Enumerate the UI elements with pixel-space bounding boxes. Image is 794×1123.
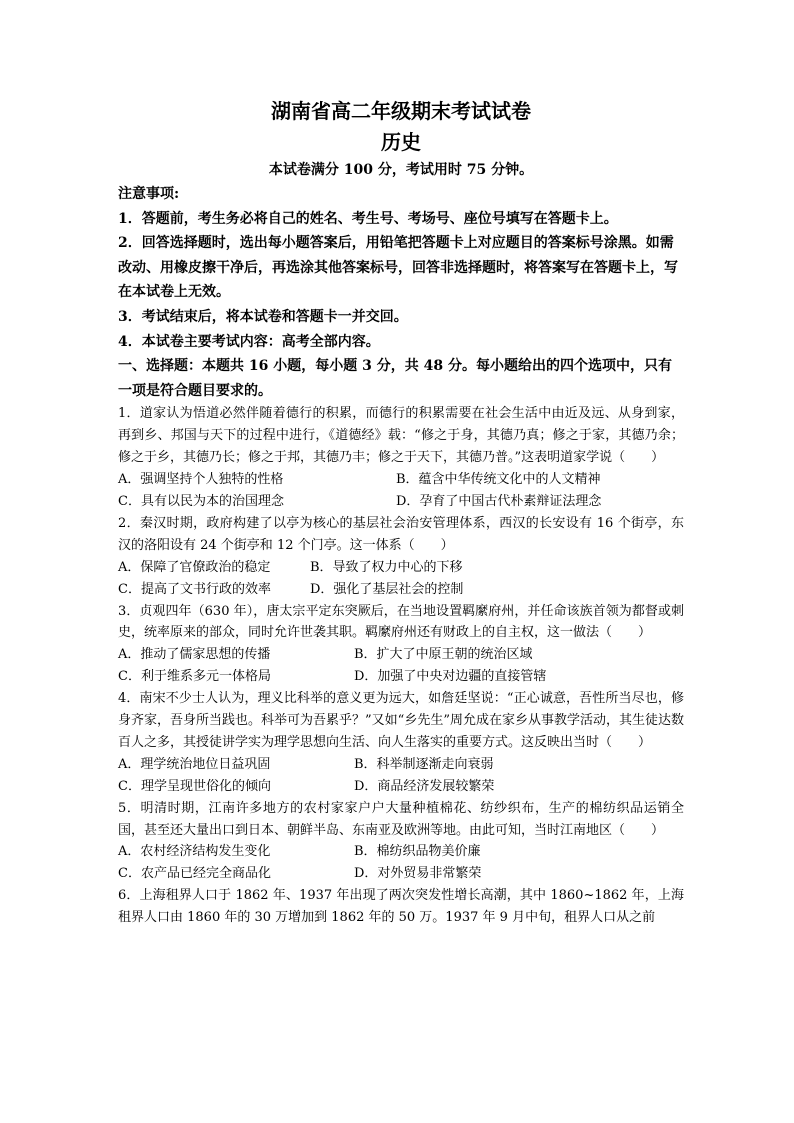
option-a: A．理学统治地位日益巩固 <box>118 756 271 772</box>
question-2 <box>118 513 684 601</box>
option-d: D．强化了基层社会的控制 <box>310 581 464 597</box>
question-4 <box>118 688 684 798</box>
note-item: 4．本试卷主要考试内容：高考全部内容。 <box>118 333 380 350</box>
question-options <box>118 754 684 798</box>
question-options <box>118 469 684 513</box>
option-d: D．加强了中央对边疆的直接管辖 <box>354 669 547 685</box>
option-a: A．强调坚持个人独特的性格 <box>118 472 284 488</box>
note-item: 3．考试结束后，将本试卷和答题卡一并交回。 <box>118 308 408 325</box>
question-stem: 4．南宋不少士人认为，理义比科举的意义更为远大，如詹廷坚说：“正心诚意，吾性所当尽也，修身齐家，吾身所当践也。科举可为吾累乎？”又如“乡先生”周允成在家乡从事教学活动，其生徒达数百人之多，其授徒讲学实为理学思想向生活、向人生落实的重要方式。这反映出当时（ ） <box>118 691 684 750</box>
option-c: C．理学呈现世俗化的倾向 <box>118 778 271 794</box>
question-stem: 3．贞观四年（630 年），唐太宗平定东突厥后，在当地设置羁縻府州，并任命该族首领为都督或刺史，统率原来的部众，同时允许世袭其职。羁縻府州还有财政上的自主权，这一做法（ ） <box>118 603 684 641</box>
question-options <box>118 644 684 688</box>
option-c: C．具有以民为本的治国理念 <box>118 493 284 509</box>
exam-title: 湖南省高二年级期末考试试卷 <box>271 99 531 123</box>
option-a: A．推动了儒家思想的传播 <box>118 647 271 663</box>
option-b: B．蕴含中华传统文化中的人文精神 <box>396 472 601 488</box>
exam-page <box>118 96 684 929</box>
option-d: D．商品经济发展较繁荣 <box>354 778 495 794</box>
option-d: D．孕育了中国古代朴素辩证法理念 <box>396 493 602 509</box>
option-c: C．利于维系多元一体格局 <box>118 669 271 685</box>
option-a: A．保障了官僚政治的稳定 <box>118 559 271 575</box>
option-b: B．棉纺织品物美价廉 <box>354 844 481 860</box>
question-3 <box>118 601 684 689</box>
section-heading: 一、选择题：本题共 16 小题，每小题 3 分，共 48 分。每小题给出的四个选项中，只有一项是符合题目要求的。 <box>118 358 672 399</box>
question-1 <box>118 403 684 513</box>
question-6 <box>118 885 684 929</box>
question-stem: 5．明清时期，江南许多地方的农村家家户户大量种植棉花、纺纱织布，生产的棉纺织品运销全国，甚至还大量出口到日本、朝鲜半岛、东南亚及欧洲等地。由此可知，当时江南地区（ ） <box>118 800 684 838</box>
question-5 <box>118 798 684 886</box>
question-stem: 6．上海租界人口于 1862 年、1937 年出现了两次突发性增长高潮，其中 1860~1862 年，上海租界人口由 1860 年的 30 万增加到 1862 年的 50 万。1937 年 9 月中旬，租界人口从之前 <box>118 888 684 926</box>
option-d: D．对外贸易非常繁荣 <box>354 866 482 882</box>
option-b: B．扩大了中原王朝的统治区域 <box>354 647 533 663</box>
question-stem: 2．秦汉时期，政府构建了以亭为核心的基层社会治安管理体系，西汉的长安设有 16 个街亭，东汉的洛阳设有 24 个街亭和 12 个门亭。这一体系（ ） <box>118 515 684 553</box>
question-options <box>118 841 684 885</box>
exam-subject: 历史 <box>381 130 421 154</box>
question-options <box>118 557 684 601</box>
option-b: B．科举制逐渐走向衰弱 <box>354 756 494 772</box>
score-info: 本试卷满分 100 分，考试用时 75 分钟。 <box>268 162 534 178</box>
note-item: 1．答题前，考生务必将自己的姓名、考生号、考场号、座位号填写在答题卡上。 <box>118 210 618 227</box>
notes-heading: 注意事项: <box>118 186 180 202</box>
option-c: C．农产品已经完全商品化 <box>118 866 271 882</box>
option-a: A．农村经济结构发生变化 <box>118 844 271 860</box>
question-stem: 1．道家认为悟道必然伴随着德行的积累，而德行的积累需要在社会生活中由近及远、从身到家，再到乡、邦国与天下的过程中进行，《道德经》载：“修之于身，其德乃真；修之于家，其德乃余；修之于乡，其德乃长；修之于邦，其德乃丰；修之于天下，其德乃普。”这表明道家学说（ ） <box>118 406 684 466</box>
option-b: B．导致了权力中心的下移 <box>310 559 463 575</box>
option-c: C．提高了文书行政的效率 <box>118 581 271 597</box>
note-item: 2．回答选择题时，选出每小题答案后，用铅笔把答题卡上对应题目的答案标号涂黑。如需改动、用橡皮擦干净后，再选涂其他答案标号，回答非选择题时，将答案写在答题卡上，写在本试卷上无效。 <box>118 235 678 301</box>
